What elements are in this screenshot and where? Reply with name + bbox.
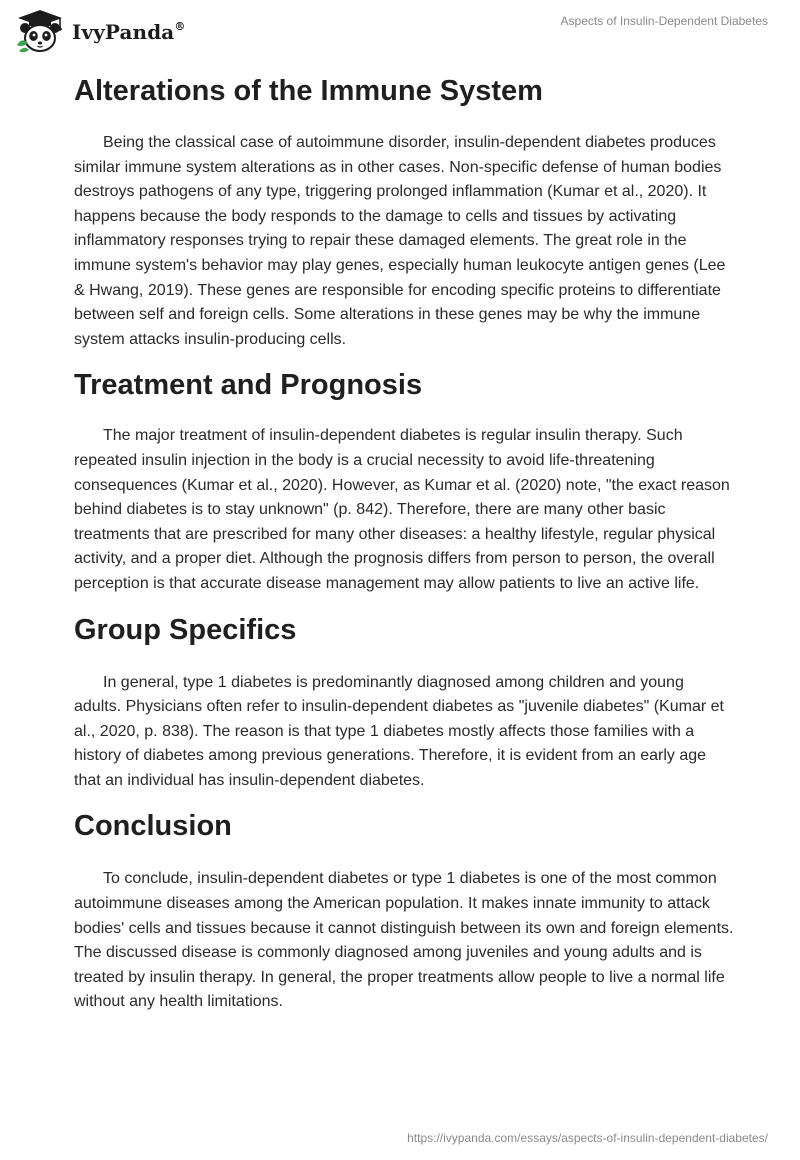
source-url[interactable]: https://ivypanda.com/essays/aspects-of-insulin-dependent-diabetes/	[407, 1131, 768, 1145]
essay-content	[74, 68, 734, 1015]
section-group-specifics	[74, 613, 734, 794]
section-heading: Treatment and Prognosis	[74, 369, 423, 402]
ivypanda-logo[interactable]	[14, 8, 185, 54]
section-paragraph: The major treatment of insulin-dependent diabetes is regular insulin therapy. Such repeated insulin injection in the body is a crucial necessity to avoid life-threatening consequences (Kumar et al., 2020). However, as Kumar et al. (2020) note, "the exact reason behind diabetes is to stay unknown" (p. 842). Therefore, there are many other basic treatments that are prescribed for many other diseases: a healthy lifestyle, regular physical activity, and a proper diet. Although the prognosis differs from person to person, the overall perception is that accurate disease management may allow patients to live an active life.	[74, 427, 730, 592]
section-heading: Group Specifics	[74, 613, 297, 646]
section-paragraph: In general, type 1 diabetes is predominantly diagnosed among children and young adults. Physicians often refer to insulin-dependent diabetes as "juvenile diabetes" (Kumar et al., 2020, p. 838). The reason is that type 1 diabetes mostly affects those families with a history of diabetes among previous generations. Therefore, it is evident from an early age that an individual has insulin-dependent diabetes.	[74, 673, 724, 789]
section-paragraph: Being the classical case of autoimmune disorder, insulin-dependent diabetes produces similar immune system alterations as in other cases. Non-specific defense of human bodies destroys pathogens of any type, triggering prolonged inflammation (Kumar et al., 2020). It happens because the body responds to the damage to cells and tissues by activating inflammatory responses trying to repair these damaged elements. The great role in the immune system's behavior may play genes, especially human leukocyte antigen genes (Lee & Hwang, 2019). These genes are responsible for encoding specific proteins to differentiate between self and foreign cells. Some alterations in these genes may be why the immune system attacks insulin-producing cells.	[74, 134, 726, 348]
panda-graduate-icon	[14, 8, 66, 54]
section-heading: Alterations of the Immune System	[74, 75, 543, 107]
section-paragraph: To conclude, insulin-dependent diabetes or type 1 diabetes is one of the most common autoimmune diseases among the American population. It makes innate immunity to attack bodies' cells and tissues because it cannot distinguish between its own and foreign elements. The discussed disease is commonly diagnosed among juveniles and young adults and is treated by insulin therapy. In general, the proper treatments allow people to live a normal life without any health limitations.	[74, 870, 734, 1011]
brand-name-text: IvyPanda	[72, 20, 175, 44]
section-conclusion	[74, 809, 734, 1015]
brand-name	[72, 20, 185, 44]
section-treatment-prognosis	[74, 368, 734, 596]
page-header	[0, 0, 800, 60]
document-title: Aspects of Insulin-Dependent Diabetes	[560, 14, 768, 28]
section-immune-system	[74, 74, 734, 352]
registered-mark: ®	[174, 20, 186, 34]
section-heading: Conclusion	[74, 810, 232, 843]
